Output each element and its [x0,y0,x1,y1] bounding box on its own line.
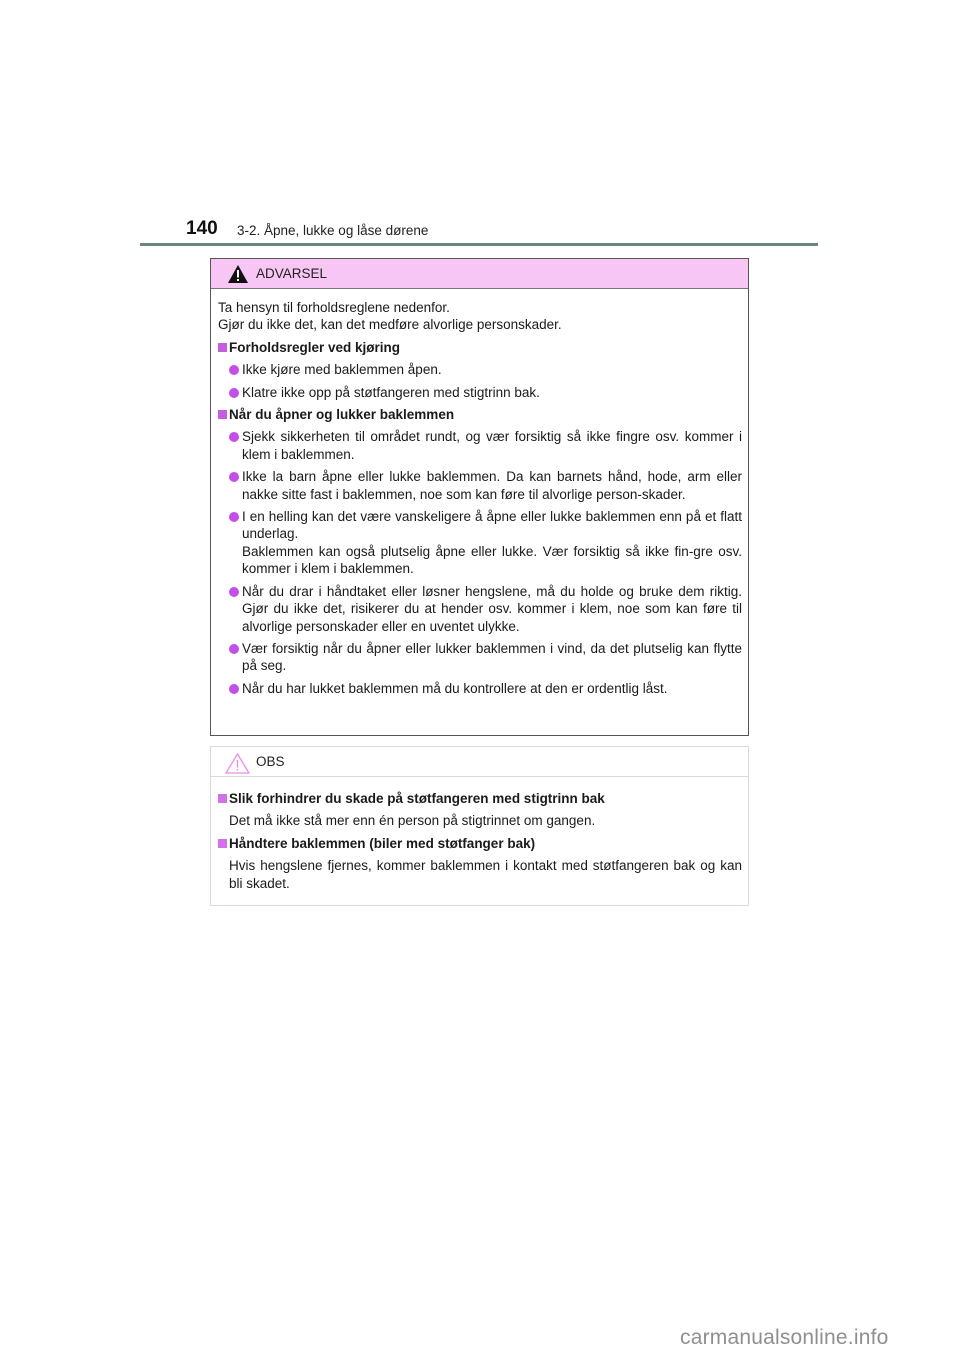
section-heading [218,406,742,423]
list-item [218,384,742,401]
warning-triangle-filled-icon [228,265,248,283]
warning-intro [218,299,742,334]
list-item [218,468,742,503]
square-bullet-icon [218,343,227,352]
round-bullet-icon [229,512,239,522]
warning-triangle-outline-icon [225,753,250,774]
heading-text: Håndtere baklemmen (biler med støtfanger bak) [229,835,536,851]
list-item-text: Når du drar i håndtaket eller løsner hengslene, må du holde og bruke dem riktig. Gjør du ikke det, risikerer du at hender osv. kommer i klem, noe som kan føre til alvorlige personskader eller en uventet ulykke. [242,583,742,634]
square-bullet-icon [218,410,227,419]
list-item [218,640,742,675]
notice-paragraph: Det må ikke stå mer enn én person på stigtrinnet om gangen. [229,813,596,829]
list-item-text: Ikke kjøre med baklemmen åpen. [242,362,442,378]
page-number: 140 [186,218,218,239]
list-item-text: Ikke la barn åpne eller lukke baklemmen. Da kan barnets hånd, hode, arm eller nakke sitte fast i baklemmen, noe som kan føre til alvorlige person-skader. [242,469,742,502]
list-item-text: I en helling kan det være vanskeligere å åpne eller lukke baklemmen enn på et flatt underlag. [242,509,742,542]
page-header [140,214,818,248]
list-item-text: Når du har lukket baklemmen må du kontrollere at den er ordentlig låst. [242,680,668,696]
header-divider [140,243,818,246]
round-bullet-icon [229,587,239,597]
notice-body [211,777,748,892]
warning-label: ADVARSEL [256,266,328,281]
list-item-text: Klatre ikke opp på støtfangeren med stigtrinn bak. [242,384,540,400]
list-item-text: Vær forsiktig når du åpner eller lukker baklemmen i vind, da det plutselig kan flytte på seg. [242,640,742,674]
round-bullet-icon [229,644,239,654]
round-bullet-icon [229,472,239,482]
list-item [218,361,742,378]
intro-line: Gjør du ikke det, kan det medføre alvorlige personskader. [218,317,562,333]
section-heading [218,339,742,356]
round-bullet-icon [229,684,239,694]
heading-text: Slik forhindrer du skade på støtfangeren med stigtrinn bak [229,791,605,806]
list-item [218,583,742,635]
notice-label: OBS [256,754,285,769]
round-bullet-icon [229,388,239,398]
watermark: carmanualsonline.info [680,1326,889,1349]
heading-text: Forholdsregler ved kjøring [229,339,401,355]
section-heading [218,835,742,852]
square-bullet-icon [218,839,227,848]
warning-box [210,258,749,736]
warning-header [211,259,748,289]
warning-body [211,289,748,697]
heading-text: Når du åpner og lukker baklemmen [229,407,455,423]
round-bullet-icon [229,365,239,375]
square-bullet-icon [218,794,227,803]
notice-box [210,746,749,906]
intro-line: Ta hensyn til forholdsreglene nedenfor. [218,300,450,315]
section-heading [218,790,742,807]
list-item [218,428,742,463]
notice-header [211,747,748,777]
notice-paragraph: Hvis hengslene fjernes, kommer baklemmen i kontakt med støtfangeren bak og kan bli skadet. [229,858,742,891]
section-title: 3-2. Åpne, lukke og låse dørene [237,223,429,238]
list-item-continuation: Baklemmen kan også plutselig åpne eller lukke. Vær forsiktig så ikke fin-gre osv. kommer i klem i baklemmen. [242,543,742,577]
list-item [218,508,742,578]
round-bullet-icon [229,432,239,442]
list-item-text: Sjekk sikkerheten til området rundt, og vær forsiktig så ikke fingre osv. kommer i klem i baklemmen. [242,429,742,462]
list-item [218,680,742,697]
